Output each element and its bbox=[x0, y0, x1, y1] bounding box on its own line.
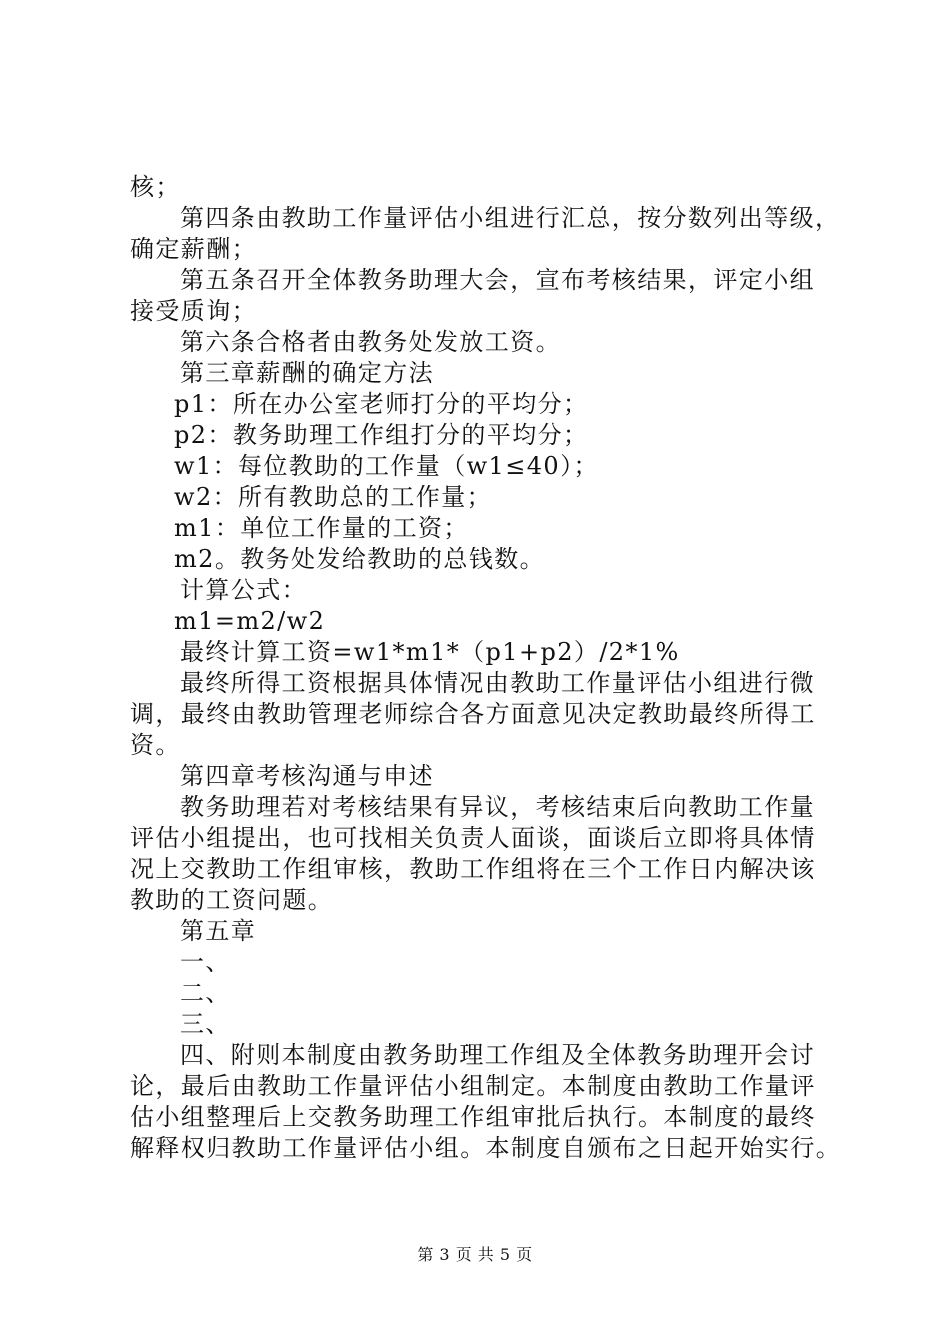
document-body bbox=[130, 172, 852, 1164]
variable-definition: p1：所在办公室老师打分的平均分； bbox=[174, 390, 589, 418]
text-line: 确定薪酬； bbox=[130, 235, 257, 263]
text-line: 核； bbox=[130, 173, 181, 201]
text-line: 况上交教助工作组审核，教助工作组将在三个工作日内解决该 bbox=[130, 855, 816, 883]
page-number-footer: 第 3 页 共 5 页 bbox=[417, 1245, 533, 1264]
text-line: 第六条合格者由教务处发放工资。 bbox=[180, 328, 561, 356]
text-line: 教务助理若对考核结果有异议，考核结束后向教助工作量 bbox=[180, 793, 815, 821]
chapter-heading: 第三章薪酬的确定方法 bbox=[180, 359, 434, 387]
text-line: 调，最终由教助管理老师综合各方面意见决定教助最终所得工 bbox=[130, 700, 816, 728]
variable-definition: w2：所有教助总的工作量； bbox=[174, 483, 493, 511]
formula-label: 计算公式： bbox=[180, 576, 307, 604]
text-line: 第五条召开全体教务助理大会，宣布考核结果，评定小组 bbox=[180, 266, 815, 294]
variable-definition: m1：单位工作量的工资； bbox=[174, 514, 469, 542]
text-line: 接受质询； bbox=[130, 297, 257, 325]
text-line: 四、附则本制度由教务助理工作组及全体教务助理开会讨 bbox=[180, 1041, 815, 1069]
list-item: 二、 bbox=[180, 979, 231, 1007]
text-line: 教助的工资问题。 bbox=[130, 886, 334, 914]
formula: m1=m2/w2 bbox=[174, 607, 326, 635]
list-item: 三、 bbox=[180, 1010, 231, 1038]
chapter-heading: 第四章考核沟通与申述 bbox=[180, 762, 434, 790]
text-line: 估小组整理后上交教务助理工作组审批后执行。本制度的最终 bbox=[130, 1103, 816, 1131]
list-item: 一、 bbox=[180, 948, 231, 976]
text-line: 解释权归教助工作量评估小组。本制度自颁布之日起开始实行。 bbox=[130, 1134, 842, 1162]
variable-definition: w1：每位教助的工作量（w1≤40）； bbox=[174, 452, 599, 480]
text-line: 最终所得工资根据具体情况由教助工作量评估小组进行微 bbox=[180, 669, 815, 697]
chapter-heading: 第五章 bbox=[180, 917, 257, 945]
text-line: 第四条由教助工作量评估小组进行汇总，按分数列出等级， bbox=[180, 204, 841, 232]
text-line: 论，最后由教助工作量评估小组制定。本制度由教助工作量评 bbox=[130, 1072, 816, 1100]
text-line: 评估小组提出，也可找相关负责人面谈，面谈后立即将具体情 bbox=[130, 824, 816, 852]
formula: 最终计算工资=w1*m1*（p1+p2）/2*1% bbox=[180, 638, 680, 666]
variable-definition: m2。教务处发给教助的总钱数。 bbox=[174, 545, 546, 573]
variable-definition: p2：教务助理工作组打分的平均分； bbox=[174, 421, 589, 449]
text-line: 资。 bbox=[130, 731, 181, 759]
